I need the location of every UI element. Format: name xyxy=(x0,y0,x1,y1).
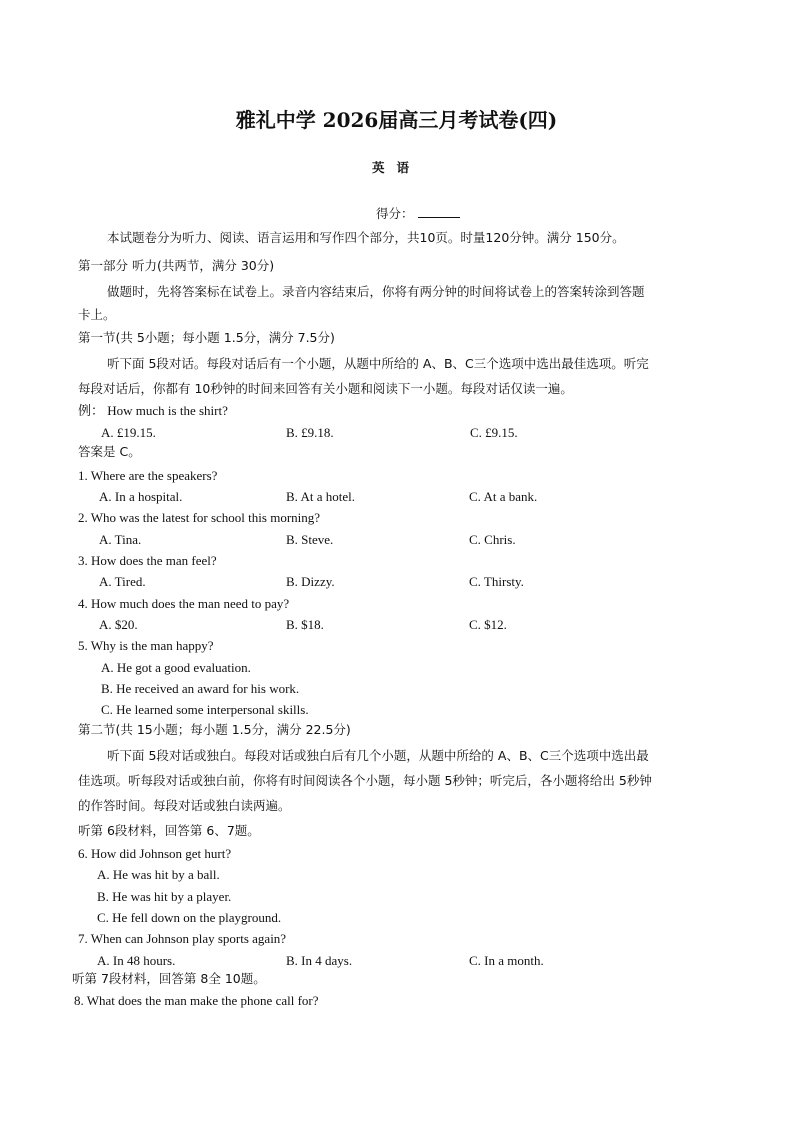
section2-instruction-line2: 佳选项。听每段对话或独白前，你将有时间阅读各个小题，每小题 5秒钟；听完后，各小题将给出 5秒钟 xyxy=(78,773,652,788)
question-6-option-c: C. He fell down on the playground. xyxy=(97,910,282,925)
question-3-option-b: B. Dizzy. xyxy=(286,574,335,589)
question-7-option-c: C. In a month. xyxy=(469,953,544,968)
exam-title: 雅礼中学 2026届高三月考试卷(四) xyxy=(235,108,558,132)
example-option-b: B. £9.18. xyxy=(286,425,334,440)
question-5-option-b: B. He received an award for his work. xyxy=(101,681,300,696)
question-1-option-a: A. In a hospital. xyxy=(99,489,183,504)
question-2-option-a: A. Tina. xyxy=(99,532,142,547)
subject-title: 英语 xyxy=(371,160,421,175)
question-5-option-c: C. He learned some interpersonal skills. xyxy=(101,702,309,717)
part1-heading: 第一部分 听力(共两节，满分 30分) xyxy=(78,258,275,273)
question-2: 2. Who was the latest for school this morning? xyxy=(78,510,321,525)
question-4: 4. How much does the man need to pay? xyxy=(78,596,290,611)
question-2-option-c: C. Chris. xyxy=(469,532,516,547)
section2-heading: 第二节(共 15小题；每小题 1.5分，满分 22.5分) xyxy=(78,722,351,737)
section1-instruction-line2: 每段对话后，你都有 10秒钟的时间来回答有关小题和阅读下一小题。每段对话仅读一遍。 xyxy=(78,381,573,396)
question-5: 5. Why is the man happy? xyxy=(78,638,214,653)
section2-instruction-line1: 听下面 5段对话或独白。每段对话或独白后有几个小题，从题中所给的 A、B、C三个选项中选出最 xyxy=(107,748,649,763)
question-5-option-a: A. He got a good evaluation. xyxy=(101,660,251,675)
question-7-option-a: A. In 48 hours. xyxy=(97,953,176,968)
score-blank[interactable] xyxy=(418,205,460,218)
section1-instruction-line1: 听下面 5段对话。每段对话后有一个小题，从题中所给的 A、B、C三个选项中选出最佳选项。听完 xyxy=(107,356,649,371)
score-field xyxy=(376,204,460,222)
question-1: 1. Where are the speakers? xyxy=(78,468,218,483)
question-6-option-a: A. He was hit by a ball. xyxy=(97,867,220,882)
question-8: 8. What does the man make the phone call for? xyxy=(74,993,319,1008)
intro-text: 本试题卷分为听力、阅读、语言运用和写作四个部分，共10页。时量120分钟。满分 150分。 xyxy=(107,230,625,245)
question-7-option-b: B. In 4 days. xyxy=(286,953,353,968)
section2-instruction-line3: 的作答时间。每段对话或独白读两遍。 xyxy=(78,798,291,813)
question-1-option-c: C. At a bank. xyxy=(469,489,538,504)
material-7-heading: 听第 7段材料，回答第 8全 10题。 xyxy=(72,971,266,986)
question-3: 3. How does the man feel? xyxy=(78,553,217,568)
question-2-option-b: B. Steve. xyxy=(286,532,334,547)
example-answer: 答案是 C。 xyxy=(78,444,141,459)
question-4-option-a: A. $20. xyxy=(99,617,138,632)
section1-heading: 第一节(共 5小题；每小题 1.5分，满分 7.5分) xyxy=(78,330,335,345)
part1-instruction-line1: 做题时，先将答案标在试卷上。录音内容结束后，你将有两分钟的时间将试卷上的答案转涂到答题 xyxy=(107,284,645,299)
material-6-heading: 听第 6段材料，回答第 6、7题。 xyxy=(78,823,260,838)
part1-instruction-line2: 卡上。 xyxy=(78,307,116,322)
question-4-option-c: C. $12. xyxy=(469,617,507,632)
question-3-option-a: A. Tired. xyxy=(99,574,146,589)
example-option-c: C. £9.15. xyxy=(470,425,518,440)
question-4-option-b: B. $18. xyxy=(286,617,324,632)
question-1-option-b: B. At a hotel. xyxy=(286,489,355,504)
question-7: 7. When can Johnson play sports again? xyxy=(78,931,287,946)
score-label: 得分： xyxy=(376,206,414,221)
example-question: 例： How much is the shirt? xyxy=(78,403,228,418)
question-6: 6. How did Johnson get hurt? xyxy=(78,846,232,861)
question-3-option-c: C. Thirsty. xyxy=(469,574,524,589)
question-6-option-b: B. He was hit by a player. xyxy=(97,889,232,904)
example-option-a: A. £19.15. xyxy=(101,425,156,440)
